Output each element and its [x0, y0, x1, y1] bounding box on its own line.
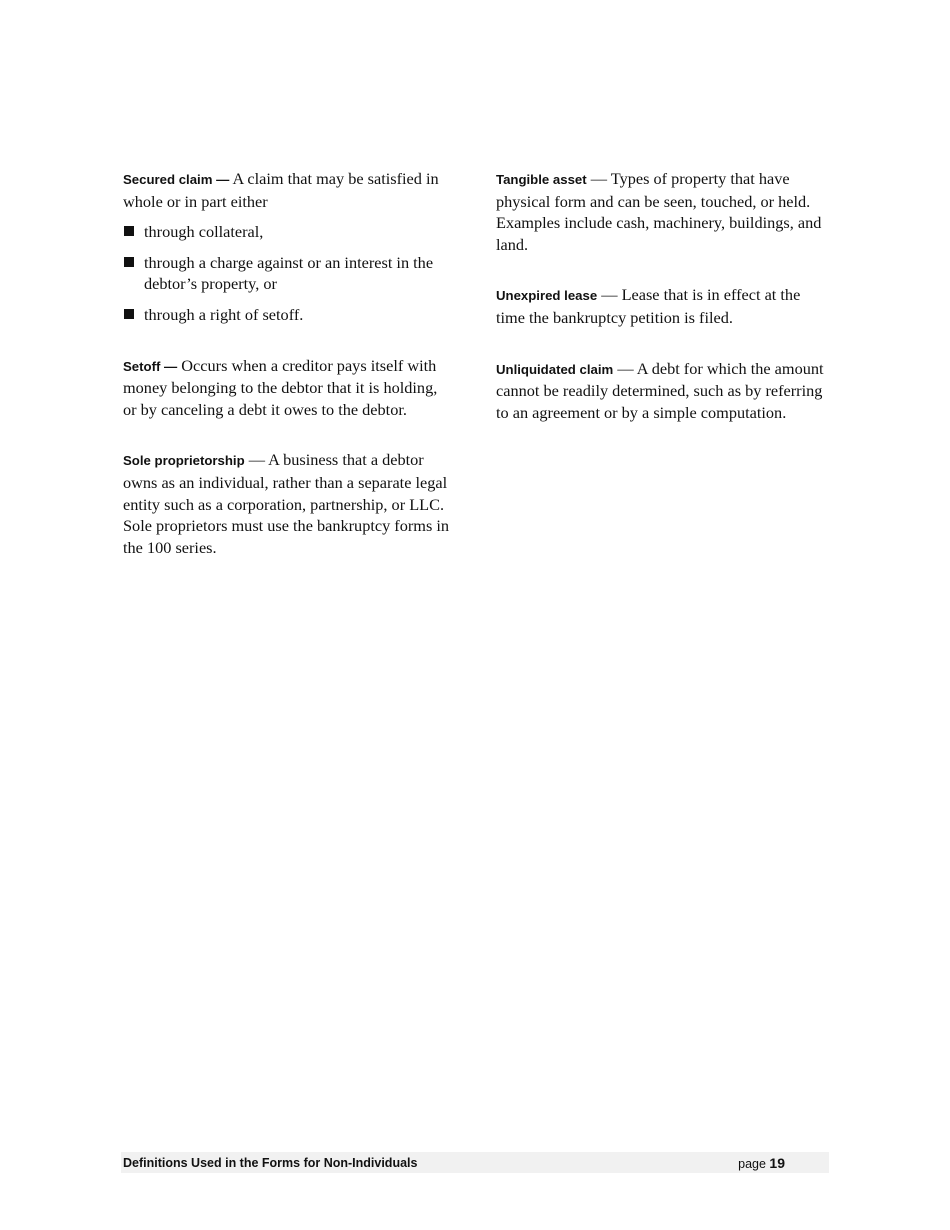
term-setoff: Setoff	[123, 358, 161, 374]
page-number-label	[738, 1155, 785, 1171]
page-footer	[121, 1152, 829, 1173]
list-item	[123, 221, 453, 243]
term-unliquidated-claim: Unliquidated claim	[496, 361, 614, 377]
secured-claim-bullet-list	[123, 221, 453, 325]
term-dash: —	[160, 358, 178, 374]
term-secured-claim: Secured claim	[123, 172, 213, 187]
page-number: 19	[769, 1155, 785, 1171]
definition-text	[496, 358, 826, 424]
term-dash: —	[212, 172, 230, 187]
right-column	[496, 168, 826, 452]
list-item	[123, 252, 453, 295]
definition-body: — A debt for which the amount cannot be readily determined, such as by referring to an agreement or by a simple computation.	[496, 358, 824, 422]
list-item-text: through collateral,	[144, 222, 264, 242]
definition-text	[123, 168, 453, 212]
term-unexpired-lease: Unexpired lease	[496, 288, 598, 304]
square-bullet-icon	[124, 226, 134, 236]
definition-text	[496, 168, 826, 255]
definition-text	[123, 355, 453, 421]
page-label: page	[738, 1157, 770, 1171]
list-item-text: through a charge against or an interest in the debtor’s property, or	[144, 252, 434, 294]
definition-setoff	[123, 355, 453, 421]
list-item-text: through a right of setoff.	[144, 304, 304, 324]
definition-text	[123, 449, 453, 558]
definition-tangible-asset	[496, 168, 826, 255]
square-bullet-icon	[124, 257, 134, 267]
definition-sole-proprietorship	[123, 449, 453, 558]
definition-unexpired-lease	[496, 284, 826, 328]
term-sole-proprietorship: Sole proprietorship	[123, 453, 245, 469]
definition-secured-claim	[123, 168, 453, 326]
list-item	[123, 304, 453, 326]
term-tangible-asset: Tangible asset	[496, 172, 587, 187]
left-column	[123, 168, 453, 587]
definition-body: Occurs when a creditor pays itself with money belonging to the debtor that it is holding, or by canceling a debt it owes to the debtor.	[123, 355, 438, 419]
definition-text	[496, 284, 826, 328]
definition-body: — Lease that is in effect at the time the bankruptcy petition is filed.	[496, 285, 801, 327]
definition-body: — Types of property that have physical form and can be seen, touched, or held. Examples include cash, machinery, buildings, and land.	[496, 169, 822, 254]
definition-body: A claim that may be satisfied in whole or in part either	[123, 169, 439, 211]
square-bullet-icon	[124, 309, 134, 319]
footer-title: Definitions Used in the Forms for Non-Individuals	[123, 1156, 418, 1170]
definition-body: — A business that a debtor owns as an individual, rather than a separate legal entity such as a corporation, partnership, or LLC. Sole proprietors must use the bankruptcy forms in the 100 series.	[123, 450, 450, 557]
definition-unliquidated-claim	[496, 358, 826, 424]
